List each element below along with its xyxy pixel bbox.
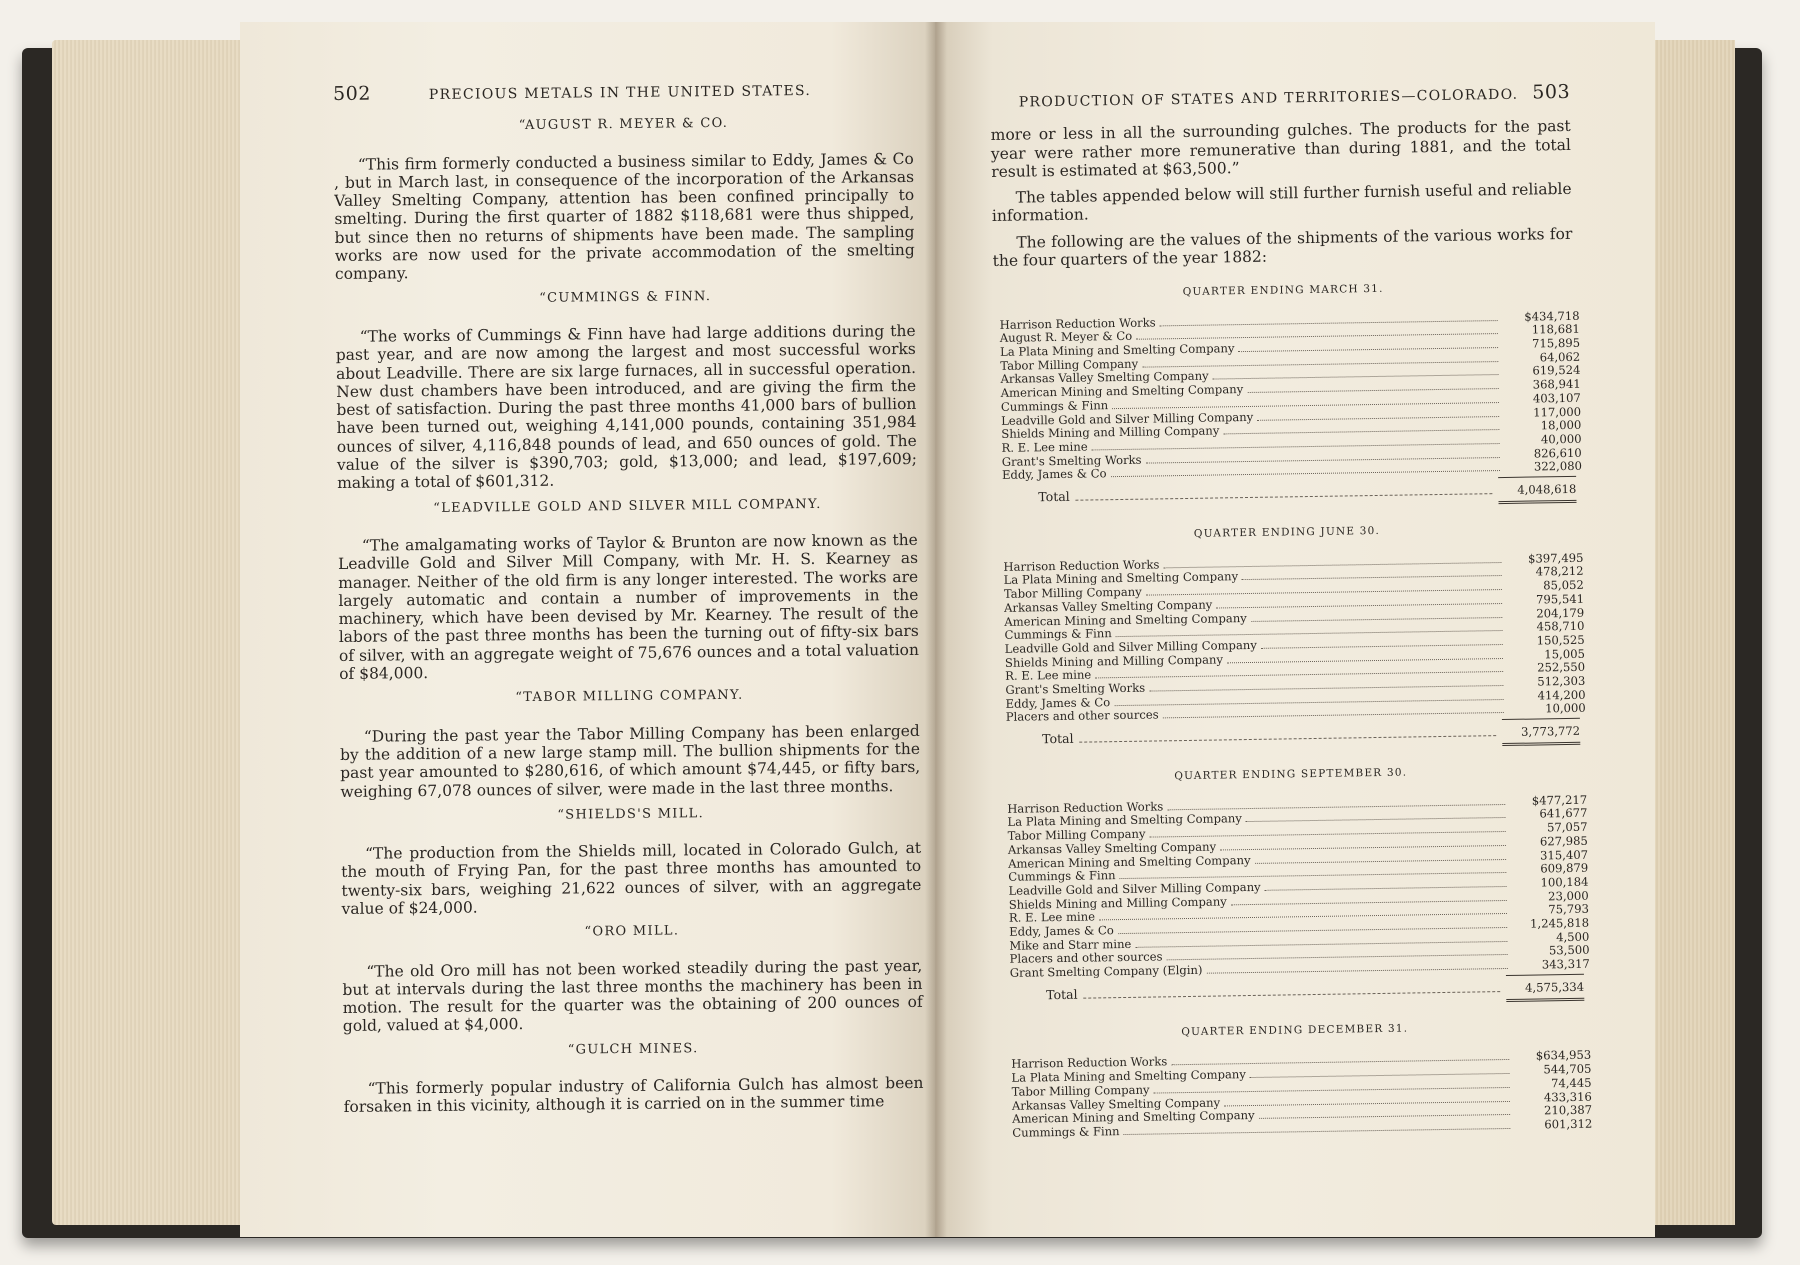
- shipment-value: 601,312: [1544, 1116, 1593, 1132]
- section-heading: “CUMMINGS & FINN.: [539, 288, 712, 306]
- shipment-value: 627,985: [1539, 833, 1588, 849]
- works-name: Eddy, James & Co: [1009, 923, 1114, 939]
- page-number: 502: [332, 82, 371, 105]
- works-name: R. E. Lee mine: [1008, 909, 1096, 926]
- dot-leader: [1255, 858, 1507, 864]
- works-name: Shields Mining and Milling Company: [1008, 894, 1227, 912]
- works-name: Leadville Gold and Silver Milling Company: [1008, 879, 1261, 898]
- total-value: 4,575,334: [1506, 974, 1584, 1003]
- shipment-value: 544,705: [1543, 1061, 1592, 1077]
- shipment-value: 23,000: [1548, 888, 1589, 903]
- shipment-value: 619,524: [1532, 363, 1581, 378]
- shipment-value: 85,052: [1543, 577, 1584, 593]
- works-name: La Plata Mining and Smelting Company: [1007, 811, 1242, 830]
- works-name: American Mining and Smelting Company: [1004, 610, 1247, 629]
- table-heading: QUARTER ENDING DECEMBER 31.: [1181, 1022, 1409, 1039]
- left-page-content: [333, 79, 924, 1125]
- dot-leader: [1076, 493, 1493, 501]
- page-number: 503: [1532, 80, 1571, 104]
- body-paragraph: The tables appended below will still further furnish useful and reliable information.: [991, 180, 1572, 226]
- works-name: American Mining and Smelting Company: [1008, 852, 1251, 871]
- works-name: Grant Smelting Company (Elgin): [1009, 962, 1203, 980]
- shipment-table: [1000, 309, 1583, 483]
- works-name: American Mining and Smelting Company: [1012, 1108, 1255, 1127]
- dot-leader: [1246, 816, 1506, 822]
- section-heading: “GULCH MINES.: [567, 1040, 699, 1058]
- right-page-content: [990, 80, 1593, 1141]
- section-heading: “ORO MILL.: [584, 923, 680, 940]
- section-heading: “SHIELDS'S MILL.: [557, 805, 705, 823]
- dot-leader: [1247, 387, 1499, 393]
- works-name: Grant's Smelting Works: [1005, 680, 1146, 697]
- works-name: Harrison Reduction Works: [1003, 557, 1160, 574]
- shipment-value: 715,895: [1531, 335, 1581, 351]
- works-name: La Plata Mining and Smelting Company: [1011, 1067, 1247, 1085]
- shipment-value: 75,793: [1548, 902, 1590, 917]
- works-name: Arkansas Valley Smelting Company: [1007, 839, 1217, 857]
- body-paragraph: The following are the values of the shipments of the various works for the four quarters of the year 1882:: [992, 224, 1573, 271]
- section-paragraph: “The production from the Shields mill, located in Colorado Gulch, at the mouth of Frying Pan, for the past three months has amounted to twenty-six bars, weighing 21,622 ounces of silver, with an aggregate value of $24,000.: [341, 838, 922, 918]
- shipment-value: 74,445: [1550, 1075, 1592, 1091]
- shipment-value: 403,107: [1532, 390, 1581, 406]
- shipment-value: 433,316: [1543, 1089, 1592, 1105]
- shipment-value: 368,941: [1532, 376, 1581, 392]
- dot-leader: [1163, 711, 1504, 718]
- works-name: La Plata Mining and Smelting Company: [999, 341, 1235, 359]
- shipment-value: 641,677: [1539, 806, 1588, 821]
- shipment-table: [1007, 793, 1590, 980]
- total-label: Total: [1046, 986, 1078, 1003]
- table-heading: QUARTER ENDING MARCH 31.: [1182, 283, 1384, 299]
- shipment-value: $477,217: [1531, 792, 1588, 808]
- works-name: Cummings & Finn: [1008, 868, 1116, 885]
- total-label: Total: [1042, 730, 1074, 747]
- dot-leader: [1261, 643, 1503, 649]
- works-name: Eddy, James & Co: [1005, 694, 1111, 711]
- works-name: Tabor Milling Company: [1007, 826, 1146, 843]
- shipment-value: 478,212: [1535, 564, 1584, 579]
- works-name: Placers and other sources: [1005, 707, 1159, 725]
- works-name: Harrison Reduction Works: [999, 315, 1156, 332]
- works-name: Arkansas Valley Smelting Company: [1000, 369, 1209, 387]
- works-name: La Plata Mining and Smelting Company: [1003, 569, 1239, 588]
- dot-leader: [1257, 415, 1499, 421]
- dot-leader: [1207, 967, 1508, 974]
- shipment-value: $634,953: [1535, 1048, 1592, 1064]
- total-value: 3,773,772: [1502, 718, 1580, 747]
- works-name: Tabor Milling Company: [1000, 356, 1139, 373]
- section-heading: “AUGUST R. MEYER & CO.: [518, 116, 729, 134]
- works-name: Tabor Milling Company: [1003, 584, 1142, 601]
- works-name: August R. Meyer & Co: [999, 329, 1133, 346]
- shipment-value: 210,387: [1544, 1102, 1593, 1118]
- section-heading: “LEADVILLE GOLD AND SILVER MILL COMPANY.: [433, 496, 822, 516]
- body-paragraph: more or less in all the surrounding gulches. The products for the past year were rather more remunerative than during 1881, and the total result is estimated at $63,500.”: [990, 117, 1572, 181]
- dot-leader: [1080, 735, 1497, 743]
- page-edges-right: [1650, 40, 1735, 1225]
- shipment-value: 117,000: [1533, 404, 1582, 420]
- section-paragraph: “The works of Cummings & Finn have had large additions during the past year, and are now among the largest and most successful works about Leadville. There are six large furnaces, all in successful operation. New dust chambers have been introduced, and are giving the firm the best of satisfaction. During the past three months 41,000 bars of bullion have been turned out, weighing 4,141,000 pounds, containing 351,984 ounces of silver, 4,116,848 pounds of lead, and 650 ounces of gold. The value of the silver is $390,703; gold, $13,000; and lead, $197,609; making a total of $601,312.: [335, 321, 918, 493]
- works-name: R. E. Lee mine: [1005, 667, 1092, 684]
- works-name: American Mining and Smelting Company: [1000, 382, 1244, 401]
- running-head: PRODUCTION OF STATES AND TERRITORIES—COLORADO.: [1018, 86, 1519, 111]
- shipment-value: 512,303: [1537, 673, 1586, 689]
- shipment-value: 1,245,818: [1530, 915, 1590, 931]
- shipment-value: $397,495: [1527, 550, 1584, 566]
- shipment-value: 18,000: [1540, 418, 1582, 433]
- dot-leader: [1259, 1113, 1511, 1119]
- table-heading: QUARTER ENDING JUNE 30.: [1193, 525, 1381, 541]
- section-paragraph: “During the past year the Tabor Milling Company has been enlarged by the addition of a new large stamp mill. The bullion shipments for the past year amounted to $280,616, of which amount $74,445, or fifty bars, weighing 67,078 ounces of silver, were made in the last three months.: [339, 721, 921, 801]
- section-paragraph: “This firm formerly conducted a business similar to Eddy, James & Co , but in March last, in consequence of the incorporation of the Arkansas Valley Smelting Company, attention has been confined principally to smelting. During the first quarter of 1882 $118,681 were thus shipped, but since then no returns of shipments have been made. The sampling works are now used for the private accommodation of the smelting company.: [333, 149, 915, 284]
- shipment-value: 53,500: [1548, 943, 1590, 958]
- shipment-table: [1003, 551, 1586, 725]
- shipment-value: 252,550: [1537, 660, 1586, 675]
- shipment-value: 10,000: [1545, 701, 1586, 716]
- dot-leader: [1084, 991, 1501, 999]
- shipment-value: 40,000: [1540, 431, 1582, 447]
- works-name: Shields Mining and Milling Company: [1004, 652, 1224, 670]
- shipment-value: 15,005: [1544, 646, 1586, 661]
- works-name: Placers and other sources: [1009, 949, 1163, 967]
- dot-leader: [1250, 1072, 1510, 1078]
- shipment-value: 795,541: [1535, 591, 1585, 607]
- works-name: Cummings & Finn: [1004, 626, 1112, 643]
- shipment-value: 414,200: [1537, 687, 1586, 703]
- shipment-value: 343,317: [1541, 956, 1590, 972]
- running-head: PRECIOUS METALS IN THE UNITED STATES.: [428, 82, 812, 103]
- works-name: Mike and Starr mine: [1009, 936, 1132, 953]
- shipment-value: 64,062: [1539, 349, 1581, 365]
- section-paragraph: “The amalgamating works of Taylor & Brunton are now known as the Leadville Gold and Silver Mill Company, with Mr. H. S. Kearney as manager. Neither of the old firm is any longer interested. The works are largely automatic and contain a number of improvements in the machinery, which have been devised by Mr. Kearney. The result of the labors of the past three months has been the turning out of fifty-six bars of silver, with an aggregate weight of 75,676 ounces and a total valuation of $84,000.: [337, 530, 920, 683]
- works-name: Cummings & Finn: [1012, 1124, 1120, 1140]
- shipment-value: 150,525: [1536, 632, 1585, 648]
- section-paragraph: “The old Oro mill has not been worked steadily during the past year, but at intervals during the last three months the machinery has been in motion. The result for the quarter was the obtaining of 200 ounces of gold, valued at $4,000.: [342, 956, 923, 1036]
- shipment-value: 100,184: [1540, 874, 1589, 890]
- works-name: Leadville Gold and Silver Milling Company: [1001, 409, 1254, 428]
- works-name: Harrison Reduction Works: [1007, 799, 1164, 816]
- works-name: Grant's Smelting Works: [1001, 452, 1142, 469]
- total-value: 4,048,618: [1498, 476, 1576, 505]
- works-name: Harrison Reduction Works: [1011, 1054, 1168, 1072]
- page-edges-left: [52, 40, 252, 1225]
- works-name: Shields Mining and Milling Company: [1001, 423, 1220, 442]
- shipment-value: $434,718: [1524, 308, 1580, 324]
- total-label: Total: [1038, 488, 1070, 505]
- dot-leader: [1239, 346, 1499, 352]
- dot-leader: [1242, 574, 1502, 580]
- shipment-value: 322,080: [1533, 459, 1583, 474]
- shipment-value: 4,500: [1556, 929, 1590, 944]
- works-name: R. E. Lee mine: [1001, 439, 1088, 455]
- shipment-value: 826,610: [1533, 445, 1582, 461]
- shipment-tables: [993, 277, 1593, 1140]
- shipment-value: 315,407: [1539, 847, 1589, 862]
- dot-leader: [1111, 469, 1500, 477]
- works-name: Arkansas Valley Smelting Company: [1003, 597, 1213, 615]
- works-name: Arkansas Valley Smelting Company: [1011, 1095, 1221, 1113]
- book-gutter: [925, 22, 947, 1237]
- shipment-value: 118,681: [1531, 322, 1580, 337]
- dot-leader: [1265, 885, 1507, 891]
- dot-leader: [1251, 616, 1503, 622]
- works-name: Tabor Milling Company: [1011, 1082, 1150, 1099]
- shipment-value: 458,710: [1536, 618, 1585, 634]
- works-name: Eddy, James & Co: [1001, 466, 1107, 483]
- shipment-value: 57,057: [1546, 819, 1588, 835]
- section-heading: “TABOR MILLING COMPANY.: [515, 688, 744, 706]
- works-name: Leadville Gold and Silver Milling Company: [1004, 637, 1257, 656]
- shipment-table: [1011, 1049, 1592, 1140]
- shipment-value: 609,879: [1540, 860, 1589, 876]
- shipment-value: 204,179: [1536, 605, 1585, 620]
- section-paragraph: “This formerly popular industry of California Gulch has almost been forsaken in this vicinity, although it is carried on in the summer time: [343, 1073, 924, 1117]
- table-heading: QUARTER ENDING SEPTEMBER 30.: [1174, 766, 1408, 783]
- works-name: Cummings & Finn: [1000, 398, 1109, 414]
